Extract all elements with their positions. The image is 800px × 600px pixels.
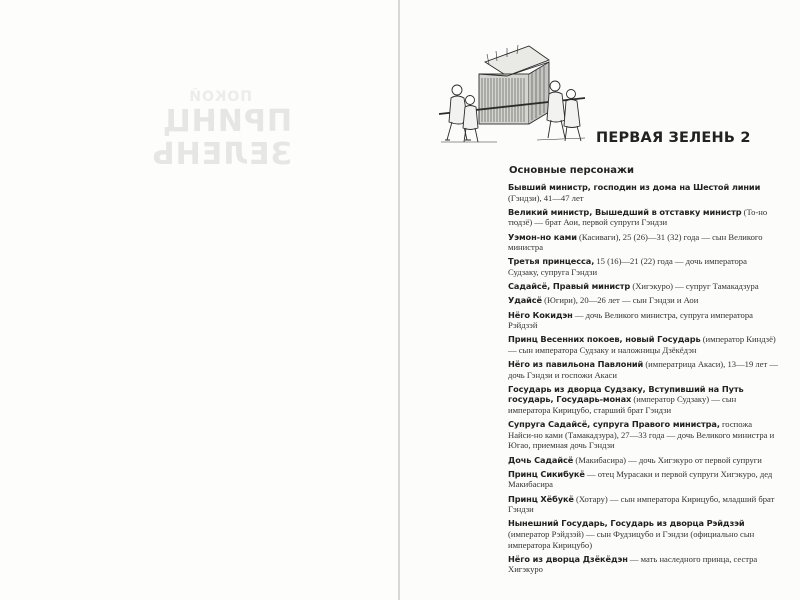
character-entry [508,281,778,292]
bleed-through-title [112,90,292,171]
character-name: Принц Хёбукё [508,493,574,504]
character-entry [508,232,778,253]
character-name: Дочь Садайсё [508,454,574,465]
character-name: Садайсё, Правый министр [508,281,631,292]
palanquin-bearers-illustration [437,42,587,146]
character-entry [508,518,778,550]
character-description: (император Рэйдзэй) — сын Фудзицубо и Гэндзи (официально сын императора Кирицубо) [508,528,755,550]
character-description: (Гэндзи), 41—47 лет [508,192,584,203]
character-name: Удайсё [508,295,542,306]
character-entry [508,359,778,380]
chapter-title: ПЕРВАЯ ЗЕЛЕНЬ 2 [596,130,751,146]
character-description: госпожа Найси-но ками (Тамакадзура), 27—33 года — дочь Великого министра и Югао, приемная дочь Гэндзи [508,419,775,451]
character-description: (императрица Акаси), 13—19 лет — дочь Гэндзи и госпожи Акаси [508,359,778,380]
character-name: Третья принцесса, [508,256,595,267]
character-description: (Югири), 20—26 лет — сын Гэндзи и Аои [544,295,699,306]
character-entry [508,384,778,416]
character-name: Нынешний Государь, Государь из дворца Рэйдзэй [508,518,745,529]
character-description: — дочь Великого министра, супруга императора Рэйдзэй [508,309,753,331]
character-entry [508,310,778,331]
character-description: (То-но тюдзё) — брат Аои, первой супруги Гэндзи [508,206,768,228]
character-entry [508,182,778,203]
character-description: (Хигэкуро) — супруг Тамакадзура [632,281,759,292]
character-name: Бывший министр, господин из дома на Шестой линии [508,182,761,192]
character-entry [508,455,778,466]
character-name: Принц Весенних покоев, новый Государь [508,334,701,345]
character-entry [508,419,778,451]
character-name: Государь из дворца Судзаку, Вступивший на Путь государь, Государь-монах [508,383,744,405]
character-description: (император Киндзё) — сын императора Судзаку и наложницы Дзёкёдэн [508,334,776,355]
character-name: Нёго Кокидэн [508,309,573,320]
character-entry [508,469,778,490]
character-description: — мать наследного принца, сестра Хигэкуро [508,553,758,575]
bleed-through-line-1: ПОКОЙ [188,89,252,105]
bleed-through-line-3: ЗЕЛЕНЬ [150,137,292,173]
character-entry [508,334,778,355]
character-name: Супруга Садайсё, супруга Правого министра, [508,419,720,430]
character-name: Уэмон-но ками [508,231,577,242]
character-entry [508,554,778,575]
character-entry [508,256,778,277]
character-entry [508,207,778,228]
character-description: (Макибасира) — дочь Хигэкуро от первой супруги [575,454,762,465]
character-description: (Хотару) — сын императора Кирицубо, младший брат Гэндзи [508,493,775,515]
character-entry [508,295,778,306]
character-description: (император Судзаку) — сын императора Кирицубо, старший брат Гэндзи [508,394,737,416]
character-description: — отец Мурасаки и первой супруги Хигэкуро, дед Макибасира [508,468,773,490]
character-entry [508,494,778,515]
character-name: Нёго из дворца Дзёкёдэн [508,553,628,564]
bleed-through-line-2: ПРИНЦ [161,104,292,140]
character-name: Нёго из павильона Павлоний [508,359,644,370]
character-name: Великий министр, Вышедший в отставку министр [508,206,742,217]
character-list [508,182,778,579]
character-description: (Касиваги), 25 (26)—31 (32) года — сын Великого министра [508,231,763,253]
character-name: Принц Сикибукё [508,468,585,479]
section-heading: Основные персонажи [509,165,635,176]
character-description: 15 (16)—21 (22) года — дочь императора Судзаку, супруга Гэндзи [508,256,747,277]
